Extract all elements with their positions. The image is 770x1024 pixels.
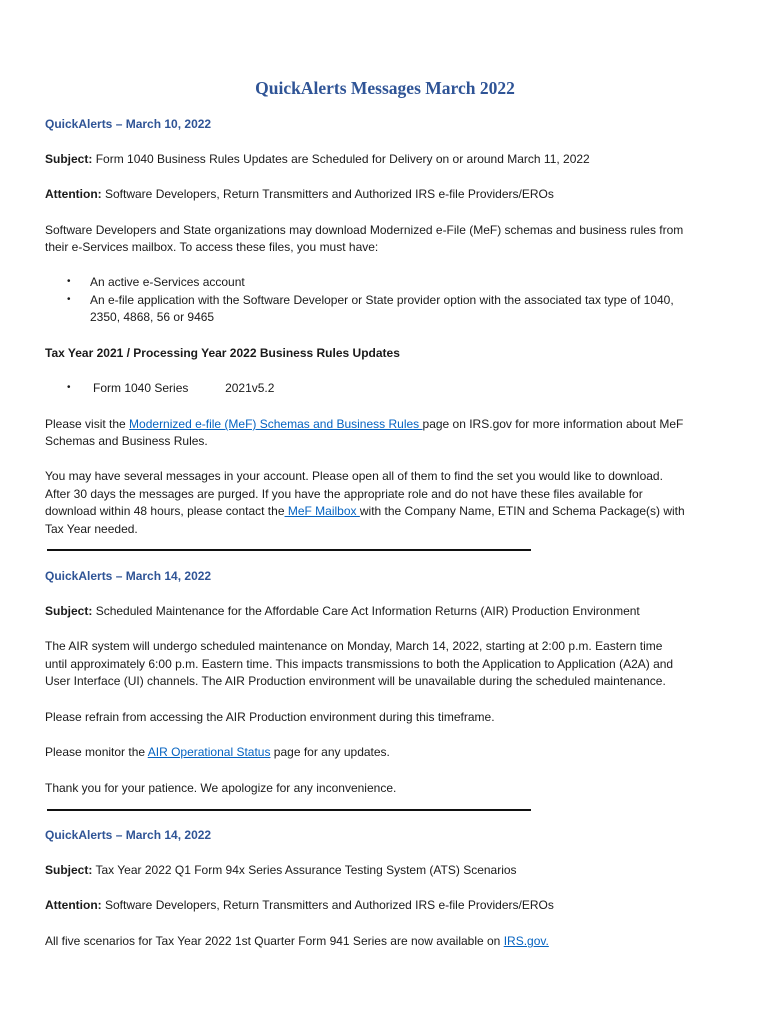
- paragraph-line: You may have several messages in your account. Please open all of them to find the set you would like to download.: [45, 469, 663, 483]
- paragraph-line: until approximately 6:00 p.m. Eastern time. This impacts transmissions to both the Application to Application (A2A) and: [45, 657, 674, 671]
- paragraph-line: [45, 744, 735, 762]
- form-version: 2021v5.2: [225, 381, 275, 395]
- subject-line: [45, 151, 735, 169]
- page-title: QuickAlerts Messages March 2022: [255, 78, 515, 98]
- list-item: An e-file application with the Software Developer or State provider option with the associated tax type of 1040,: [90, 293, 674, 307]
- section-divider: [47, 549, 531, 551]
- bullet-icon: •: [67, 276, 71, 287]
- attention-line: [45, 186, 735, 204]
- text-run: Please monitor the: [45, 745, 148, 759]
- attention-line: [45, 897, 735, 915]
- text-run: with the Company Name, ETIN and Schema Package(s) with: [359, 504, 685, 518]
- subject-text: Form 1040 Business Rules Updates are Scheduled for Delivery on or around March 11, 2022: [95, 152, 590, 166]
- text-run: All five scenarios for Tax Year 2022 1st Quarter Form 941 Series are now available on: [45, 934, 504, 948]
- list-item: An active e-Services account: [90, 275, 245, 289]
- air-operational-status-link[interactable]: AIR Operational Status: [147, 745, 271, 759]
- paragraph-line: Thank you for your patience. We apologize for any inconvenience.: [45, 781, 397, 795]
- alert-heading: QuickAlerts – March 10, 2022: [45, 117, 212, 131]
- paragraph-line: Tax Year needed.: [45, 522, 138, 536]
- mef-schemas-link[interactable]: Modernized e-file (MeF) Schemas and Business Rules: [129, 417, 423, 431]
- mef-mailbox-link[interactable]: MeF Mailbox: [284, 504, 360, 518]
- paragraph-line: User Interface (UI) channels. The AIR Production environment will be unavailable during the scheduled maintenance.: [45, 674, 666, 688]
- alert-heading: QuickAlerts – March 14, 2022: [45, 828, 212, 842]
- bullet-icon: •: [67, 382, 71, 393]
- subject-label: Subject:: [45, 863, 93, 877]
- attention-text: Software Developers, Return Transmitters and Authorized IRS e-file Providers/EROs: [105, 187, 554, 201]
- attention-label: Attention:: [45, 187, 102, 201]
- text-run: Please visit the: [45, 417, 130, 431]
- paragraph-line: After 30 days the messages are purged. If you have the appropriate role and do not have these files available for: [45, 487, 643, 501]
- subject-label: Subject:: [45, 152, 93, 166]
- paragraph-line: Schemas and Business Rules.: [45, 434, 208, 448]
- text-run: page for any updates.: [270, 745, 390, 759]
- paragraph-line: Software Developers and State organizations may download Modernized e-File (MeF) schemas and business rules from: [45, 223, 684, 237]
- bullet-icon: •: [67, 294, 71, 305]
- subject-text: Scheduled Maintenance for the Affordable Care Act Information Returns (AIR) Production Environment: [95, 604, 640, 618]
- text-run: page on IRS.gov for more information about MeF: [422, 417, 684, 431]
- paragraph-line: [45, 503, 735, 521]
- subject-line: [45, 603, 735, 621]
- paragraph-line: their e-Services mailbox. To access these files, you must have:: [45, 240, 379, 254]
- section-subheading: Tax Year 2021 / Processing Year 2022 Business Rules Updates: [45, 346, 400, 360]
- paragraph-line: [45, 933, 735, 951]
- paragraph-line: [45, 416, 735, 434]
- subject-label: Subject:: [45, 604, 93, 618]
- attention-text: Software Developers, Return Transmitters and Authorized IRS e-file Providers/EROs: [105, 898, 554, 912]
- paragraph-line: The AIR system will undergo scheduled maintenance on Monday, March 14, 2022, starting at 2:00 p.m. Eastern time: [45, 639, 663, 653]
- alert-heading: QuickAlerts – March 14, 2022: [45, 569, 212, 583]
- subject-text: Tax Year 2022 Q1 Form 94x Series Assurance Testing System (ATS) Scenarios: [95, 863, 517, 877]
- list-item: [93, 380, 393, 398]
- form-series: Form 1040 Series: [93, 381, 189, 395]
- paragraph-line: Please refrain from accessing the AIR Production environment during this timeframe.: [45, 710, 495, 724]
- text-run: download within 48 hours, please contact the: [45, 504, 285, 518]
- subject-line: [45, 862, 735, 880]
- attention-label: Attention:: [45, 898, 102, 912]
- irs-gov-link[interactable]: IRS.gov.: [503, 934, 549, 948]
- section-divider: [47, 809, 531, 811]
- list-item-continuation: 2350, 4868, 56 or 9465: [90, 310, 215, 324]
